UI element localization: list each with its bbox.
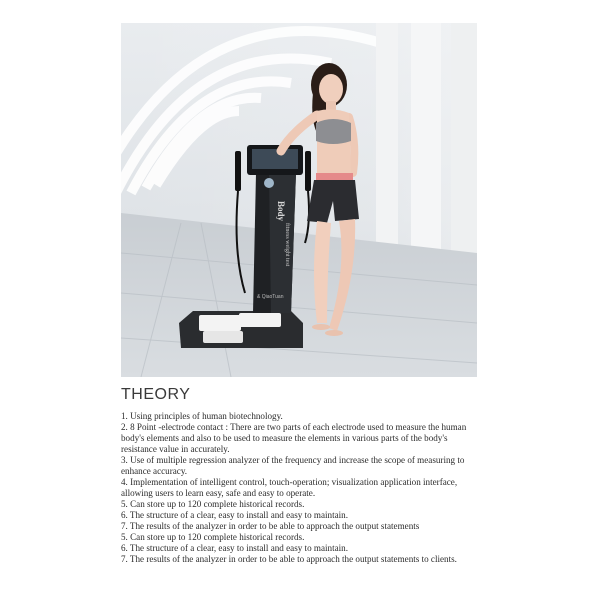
list-item: 7. The results of the analyzer in order to be able to approach the output statements to clients. [121, 554, 457, 564]
theory-list [121, 411, 481, 565]
foot-plate-right [239, 313, 281, 327]
list-item: 3. Use of multiple regression analyzer of the frequency and increase the scope of measuring to enhance accuracy. [121, 455, 465, 476]
list-item: 6. The structure of a clear, easy to install and easy to maintain. [121, 543, 348, 553]
machine-model-label: fitness weight test [284, 223, 290, 267]
machine-brand-label: Body [276, 201, 286, 222]
section-title: THEORY [121, 386, 191, 403]
list-item: 1. Using principles of human biotechnology. [121, 411, 283, 421]
list-item: 2. 8 Point -electrode contact : There are two parts of each electrode used to measure the human body's elements and also to be used to measure the elements in various parts of the body's resistance value in accurately. [121, 422, 467, 454]
machine-base-brand-label: & QiaoTuan [257, 294, 284, 300]
list-item: 4. Implementation of intelligent control, touch-operation; visualization application interface, allowing users to learn easy, safe and easy to operate. [121, 477, 458, 498]
list-item: 5. Can store up to 120 complete historical records. [121, 499, 305, 509]
foot-plate-left [199, 315, 241, 331]
product-photo-illustration [121, 23, 477, 377]
list-item: 7. The results of the analyzer in order to be able to approach the output statements [121, 521, 420, 531]
sports-bra [316, 119, 351, 144]
list-item: 5. Can store up to 120 complete historical records. [121, 532, 305, 542]
list-item: 6. The structure of a clear, easy to install and easy to maintain. [121, 510, 348, 520]
power-button [264, 178, 274, 188]
product-photo [121, 23, 477, 377]
